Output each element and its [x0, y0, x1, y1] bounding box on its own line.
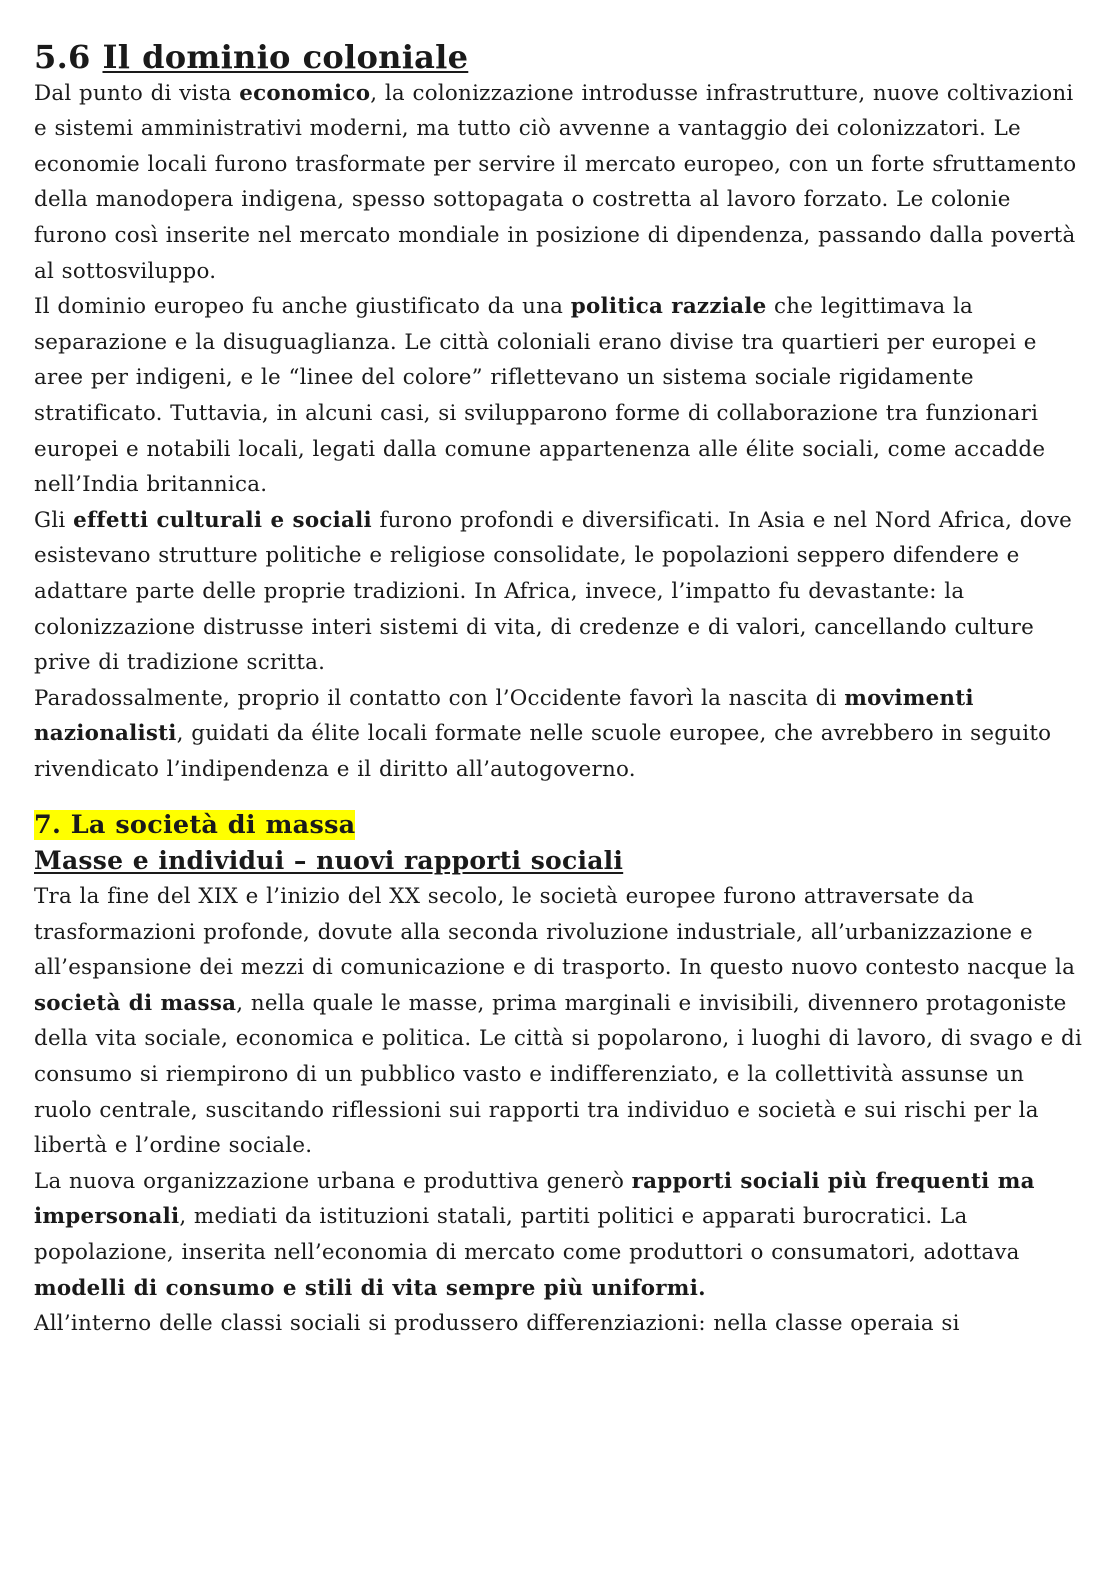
- paragraph-text: Il dominio europeo fu anche giustificato da una: [34, 294, 571, 320]
- bold-term: rapporti sociali più frequenti ma impersonali: [34, 1168, 1035, 1230]
- bold-term: movimenti nazionalisti: [34, 685, 974, 747]
- paragraph-text: Dal punto di vista: [34, 80, 240, 106]
- paragraph-text: , la colonizzazione introdusse infrastrutture, nuove coltivazioni e sistemi amministrativi moderni, ma tutto ciò avvenne a vantaggio dei colonizzatori. Le economie locali furono trasformate per servire il mercato europeo, con un forte sfruttamento della manodopera indigena, spesso sottopagata o costretta al lavoro forzato. Le colonie furono così inserite nel mercato mondiale in posizione di dipendenza, passando dalla povertà al sottosviluppo.: [34, 80, 1077, 284]
- paragraph-mass-society: [34, 879, 1086, 1164]
- paragraph-text: , guidati da élite locali formate nelle scuole europee, che avrebbero in seguito rivendicato l’indipendenza e il diritto all’autogoverno.: [34, 721, 1052, 782]
- paragraph-social-relations: [34, 1164, 1086, 1306]
- bold-term: politica razziale: [570, 294, 767, 320]
- chapter-title-highlighted: 7. La società di massa: [34, 810, 356, 841]
- paragraph-class-differentiation: All’interno delle classi sociali si produssero differenziazioni: nella classe operaia si: [34, 1311, 960, 1337]
- paragraph-text: , mediati da istituzioni statali, partiti politici e apparati burocratici. La popolazione, inserita nell’economia di mercato come produttori o consumatori, adottava: [34, 1204, 1020, 1265]
- bold-term: effetti culturali e sociali: [73, 507, 372, 533]
- paragraph-cultural-effects: [34, 503, 1086, 681]
- chapter-heading-7: [34, 807, 1086, 843]
- paragraph-text: La nuova organizzazione urbana e produttiva generò: [34, 1168, 632, 1194]
- paragraph-text: Paradossalmente, proprio il contatto con l’Occidente favorì la nascita di: [34, 685, 845, 711]
- paragraph-racial-policy: [34, 289, 1086, 503]
- paragraph-text: che legittimava la separazione e la disuguaglianza. Le città coloniali erano divise tra quartieri per europei e aree per indigeni, e le “linee del colore” riflettevano un sistema sociale rigidamente stratificato. Tuttavia, in alcuni casi, si svilupparono forme di collaborazione tra funzionari europei e notabili locali, legati dalla comune appartenenza alle élite sociali, come accadde nell’India britannica.: [34, 294, 1046, 498]
- section-title: Il dominio coloniale: [102, 38, 469, 76]
- section-number: 5.6: [34, 38, 91, 76]
- section-heading-5-6: [34, 40, 1086, 76]
- bold-term: economico: [239, 80, 371, 106]
- subsection-heading: Masse e individui – nuovi rapporti sociali: [34, 845, 624, 876]
- paragraph-economic: [34, 76, 1086, 290]
- paragraph-text: Tra la fine del XIX e l’inizio del XX secolo, le società europee furono attraversate da trasformazioni profonde, dovute alla seconda rivoluzione industriale, all’urbanizzazione e all’espansione dei mezzi di comunicazione e di trasporto. In questo nuovo contesto nacque la: [34, 884, 1076, 981]
- bold-term: modelli di consumo e stili di vita sempre più uniformi.: [34, 1275, 706, 1301]
- paragraph-text: , nella quale le masse, prima marginali e invisibili, divennero protagoniste della vita sociale, economica e politica. Le città si popolarono, i luoghi di lavoro, di svago e di consumo si riempirono di un pubblico vasto e indifferenziato, e la collettività assunse un ruolo centrale, suscitando riflessioni sui rapporti tra individuo e società e sui rischi per la libertà e l’ordine sociale.: [34, 990, 1083, 1159]
- paragraph-nationalism: [34, 681, 1086, 788]
- paragraph-text: furono profondi e diversificati. In Asia e nel Nord Africa, dove esistevano strutture politiche e religiose consolidate, le popolazioni seppero difendere e adattare parte delle proprie tradizioni. In Africa, invece, l’impatto fu devastante: la colonizzazione distrusse interi sistemi di vita, di credenze e di valori, cancellando culture prive di tradizione scritta.: [34, 507, 1073, 676]
- paragraph-text: Gli: [34, 507, 74, 533]
- bold-term: società di massa: [34, 990, 237, 1016]
- document-page: [34, 40, 1086, 1342]
